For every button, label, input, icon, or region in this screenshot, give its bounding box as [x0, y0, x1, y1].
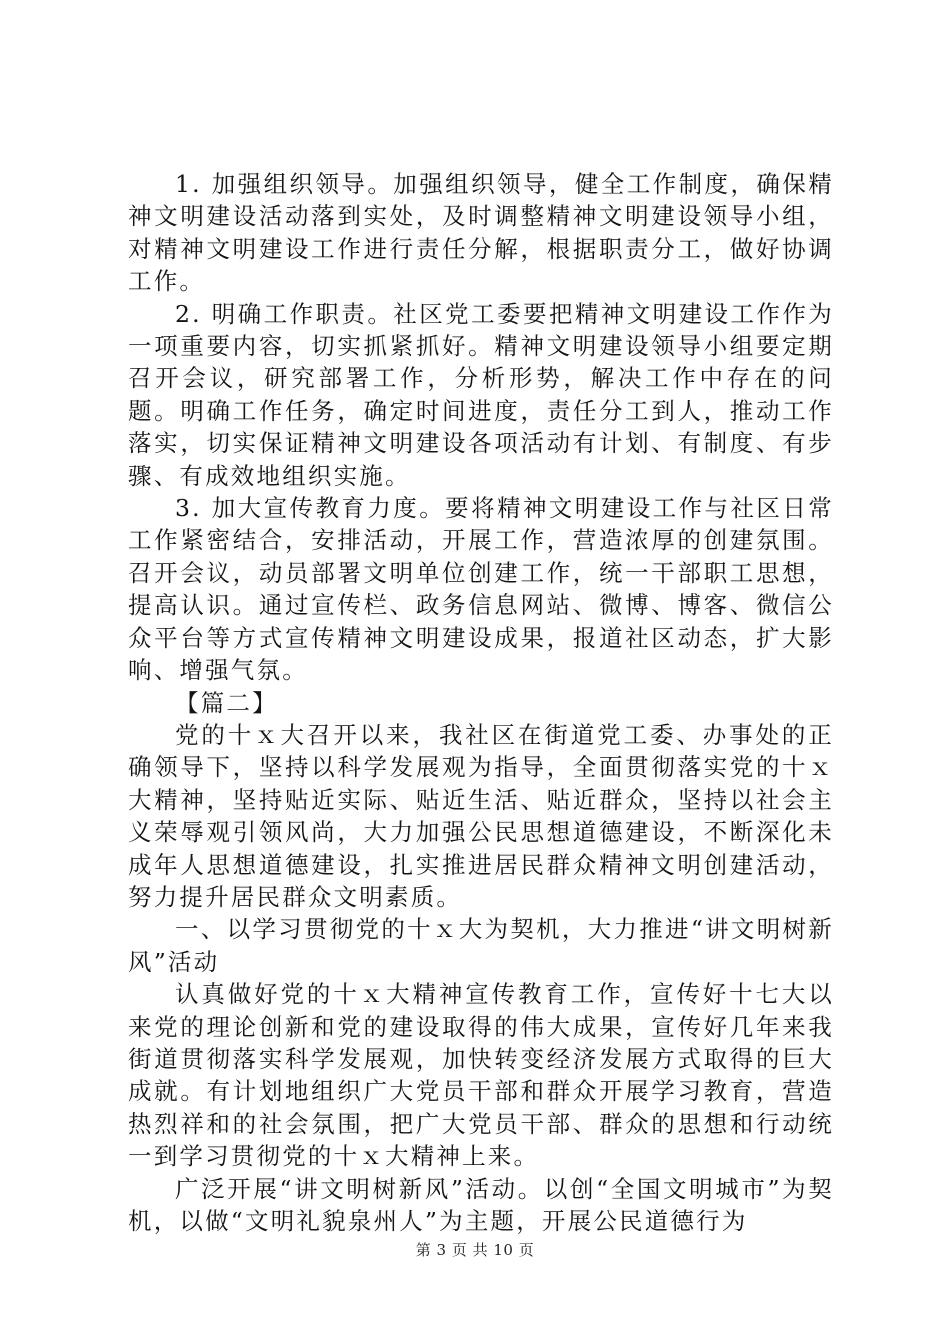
paragraph-publicity-education: 3. 加大宣传教育力度。要将精神文明建设工作与社区日常工作紧密结合，安排活动，开展工作，营造浓厚的创建氛围。召开会议，动员部署文明单位创建工作，统一干部职工思想，提高认识。通过宣传栏、政务信息网站、微博、博客、微信公众平台等方式宣传精神文明建设成果，报道社区动态，扩大影响、增强气氛。: [128, 494, 834, 685]
section-heading-one: 一、以学习贯彻党的十ｘ大为契机，大力推进“讲文明树新风”活动: [128, 915, 834, 976]
paragraph-civilization-campaign: 广泛开展“讲文明树新风”活动。以创“全国文明城市”为契机，以做“文明礼貌泉州人”为主题，开展公民道德行为: [128, 1174, 834, 1235]
page-footer: 第 3 页 共 10 页: [415, 1241, 535, 1259]
document-body: [128, 168, 834, 1237]
paragraph-propaganda-work: 认真做好党的十ｘ大精神宣传教育工作，宣传好十七大以来党的理论创新和党的建设取得的伟大成果，宣传好几年来我街道贯彻落实科学发展观，加快转变经济发展方式取得的巨大成就。有计划地组织广大党员干部和群众开展学习教育，营造热烈祥和的社会氛围，把广大党员干部、群众的思想和行动统一到学习贯彻党的十ｘ大精神上来。: [128, 980, 834, 1171]
paragraph-intro-part-two: 党的十ｘ大召开以来，我社区在街道党工委、办事处的正确领导下，坚持以科学发展观为指导，全面贯彻落实党的十ｘ大精神，坚持贴近实际、贴近生活、贴近群众，坚持以社会主义荣辱观引领风尚，大力加强公民思想道德建设，不断深化未成年人思想道德建设，扎实推进居民群众精神文明创建活动，努力提升居民群众文明素质。: [128, 720, 834, 911]
paragraph-strengthen-leadership: 1. 加强组织领导。加强组织领导，健全工作制度，确保精神文明建设活动落到实处，及时调整精神文明建设领导小组，对精神文明建设工作进行责任分解，根据职责分工，做好协调工作。: [128, 170, 834, 296]
paragraph-clarify-duties: 2. 明确工作职责。社区党工委要把精神文明建设工作作为一项重要内容，切实抓紧抓好。精神文明建设领导小组要定期召开会议，研究部署工作，分析形势，解决工作中存在的问题。明确工作任务，确定时间进度，责任分工到人，推动工作落实，切实保证精神文明建设各项活动有计划、有制度、有步骤、有成效地组织实施。: [128, 299, 834, 490]
section-heading-part-two: 【篇二】: [175, 688, 278, 717]
